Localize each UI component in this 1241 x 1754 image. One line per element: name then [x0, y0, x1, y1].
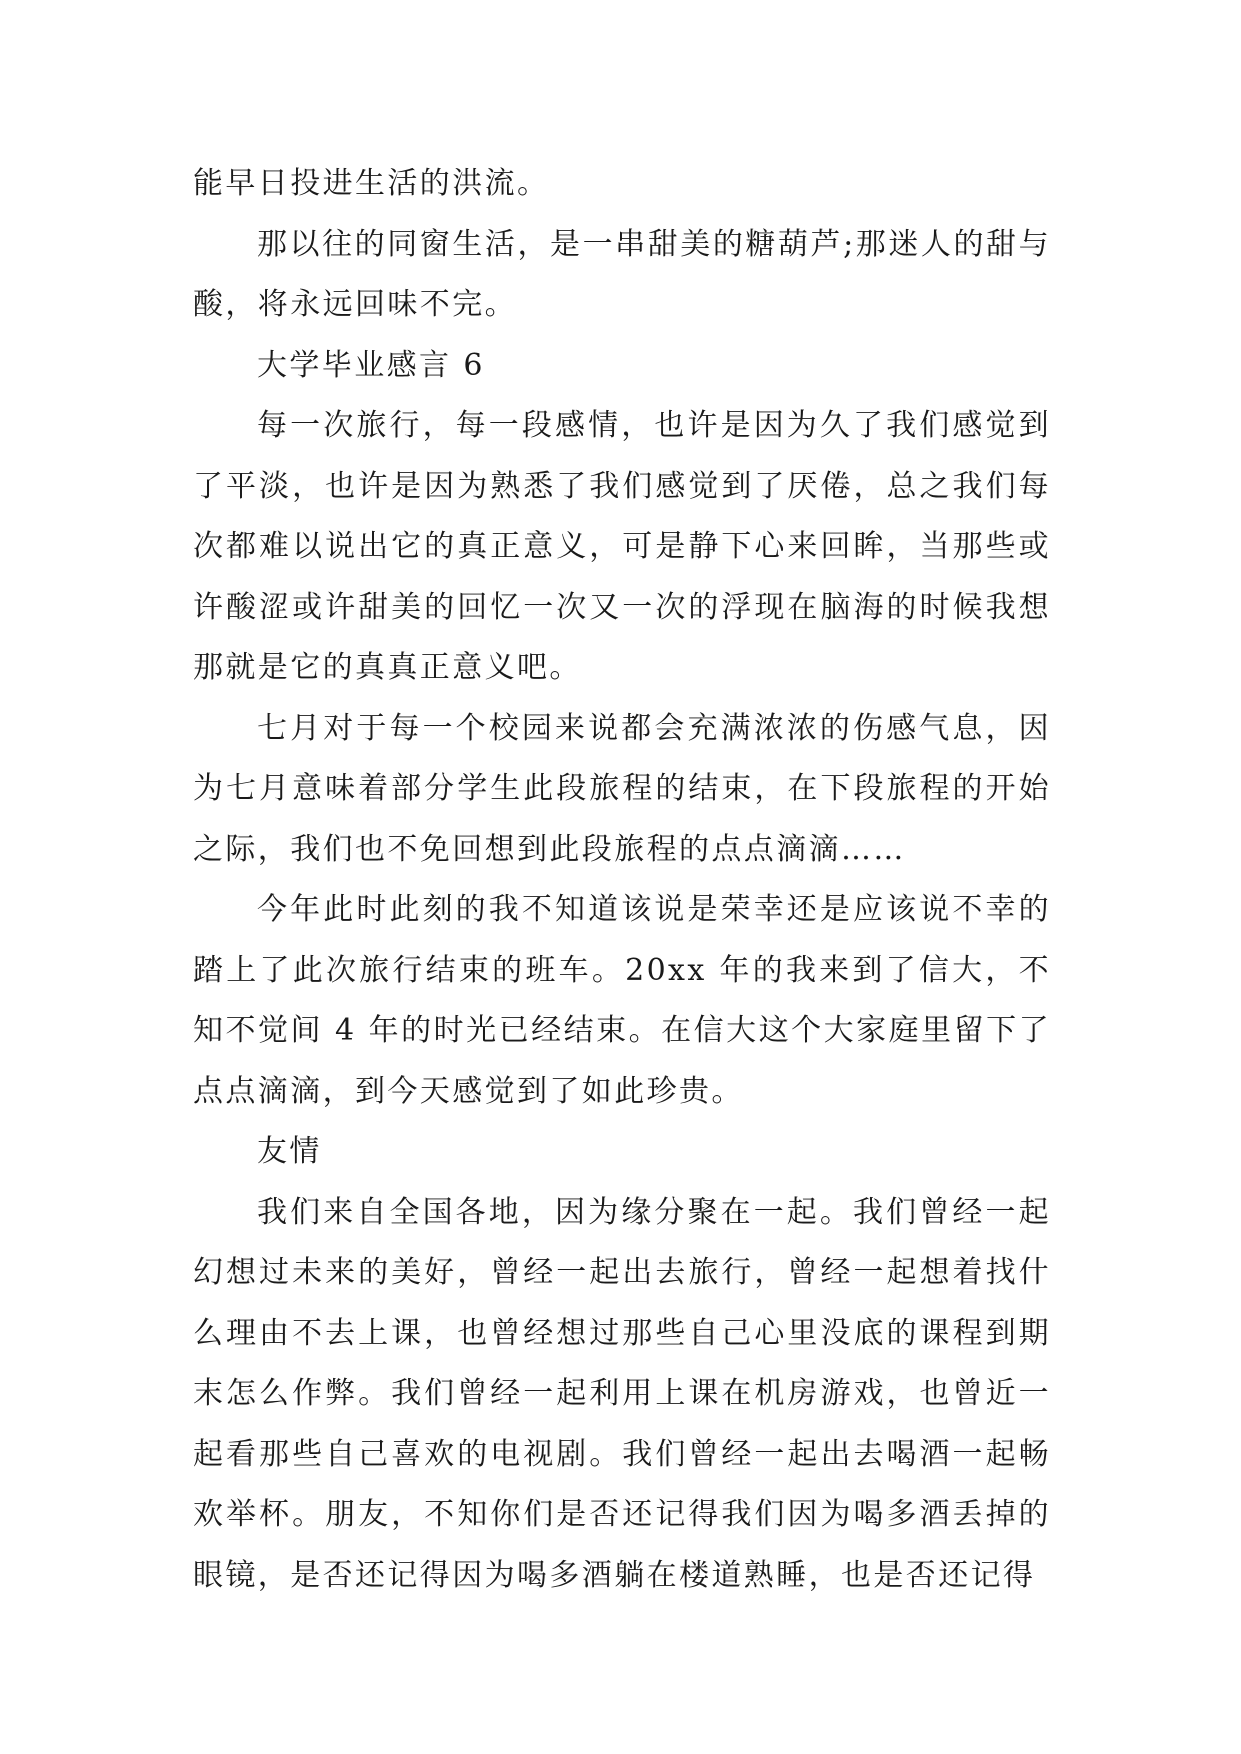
section-heading: 大学毕业感言 6 [257, 347, 485, 383]
paragraph: 今年此时此刻的我不知道该说是荣幸还是应该说不幸的踏上了此次旅行结束的班车。20xx 年的我来到了信大，不知不觉间 4 年的时光已经结束。在信大这个大家庭里留下了点点滴滴，到今天感觉到了如此珍贵。 [193, 892, 1051, 1109]
subsection-heading: 友情 [257, 1134, 322, 1169]
paragraph: 每一次旅行，每一段感情，也许是因为久了我们感觉到了平淡，也许是因为熟悉了我们感觉到了厌倦，总之我们每次都难以说出它的真正意义，可是静下心来回眸，当那些或许酸涩或许甜美的回忆一次又一次的浮现在脑海的时候我想那就是它的真真正意义吧。 [193, 408, 1051, 685]
paragraph: 七月对于每一个校园来说都会充满浓浓的伤感气息，因为七月意味着部分学生此段旅程的结束，在下段旅程的开始之际，我们也不免回想到此段旅程的点点滴滴…… [193, 710, 1051, 867]
document-body [193, 154, 1051, 1606]
paragraph: 我们来自全国各地，因为缘分聚在一起。我们曾经一起幻想过未来的美好，曾经一起出去旅行，曾经一起想着找什么理由不去上课，也曾经想过那些自己心里没底的课程到期末怎么作弊。我们曾经一起利用上课在机房游戏，也曾近一起看那些自己喜欢的电视剧。我们曾经一起出去喝酒一起畅欢举杯。朋友，不知你们是否还记得我们因为喝多酒丢掉的眼镜，是否还记得因为喝多酒躺在楼道熟睡，也是否还记得 [193, 1194, 1051, 1593]
paragraph-continuation: 能早日投进生活的洪流。 [193, 166, 550, 201]
paragraph: 那以往的同窗生活，是一串甜美的糖葫芦;那迷人的甜与酸，将永远回味不完。 [193, 226, 1051, 322]
